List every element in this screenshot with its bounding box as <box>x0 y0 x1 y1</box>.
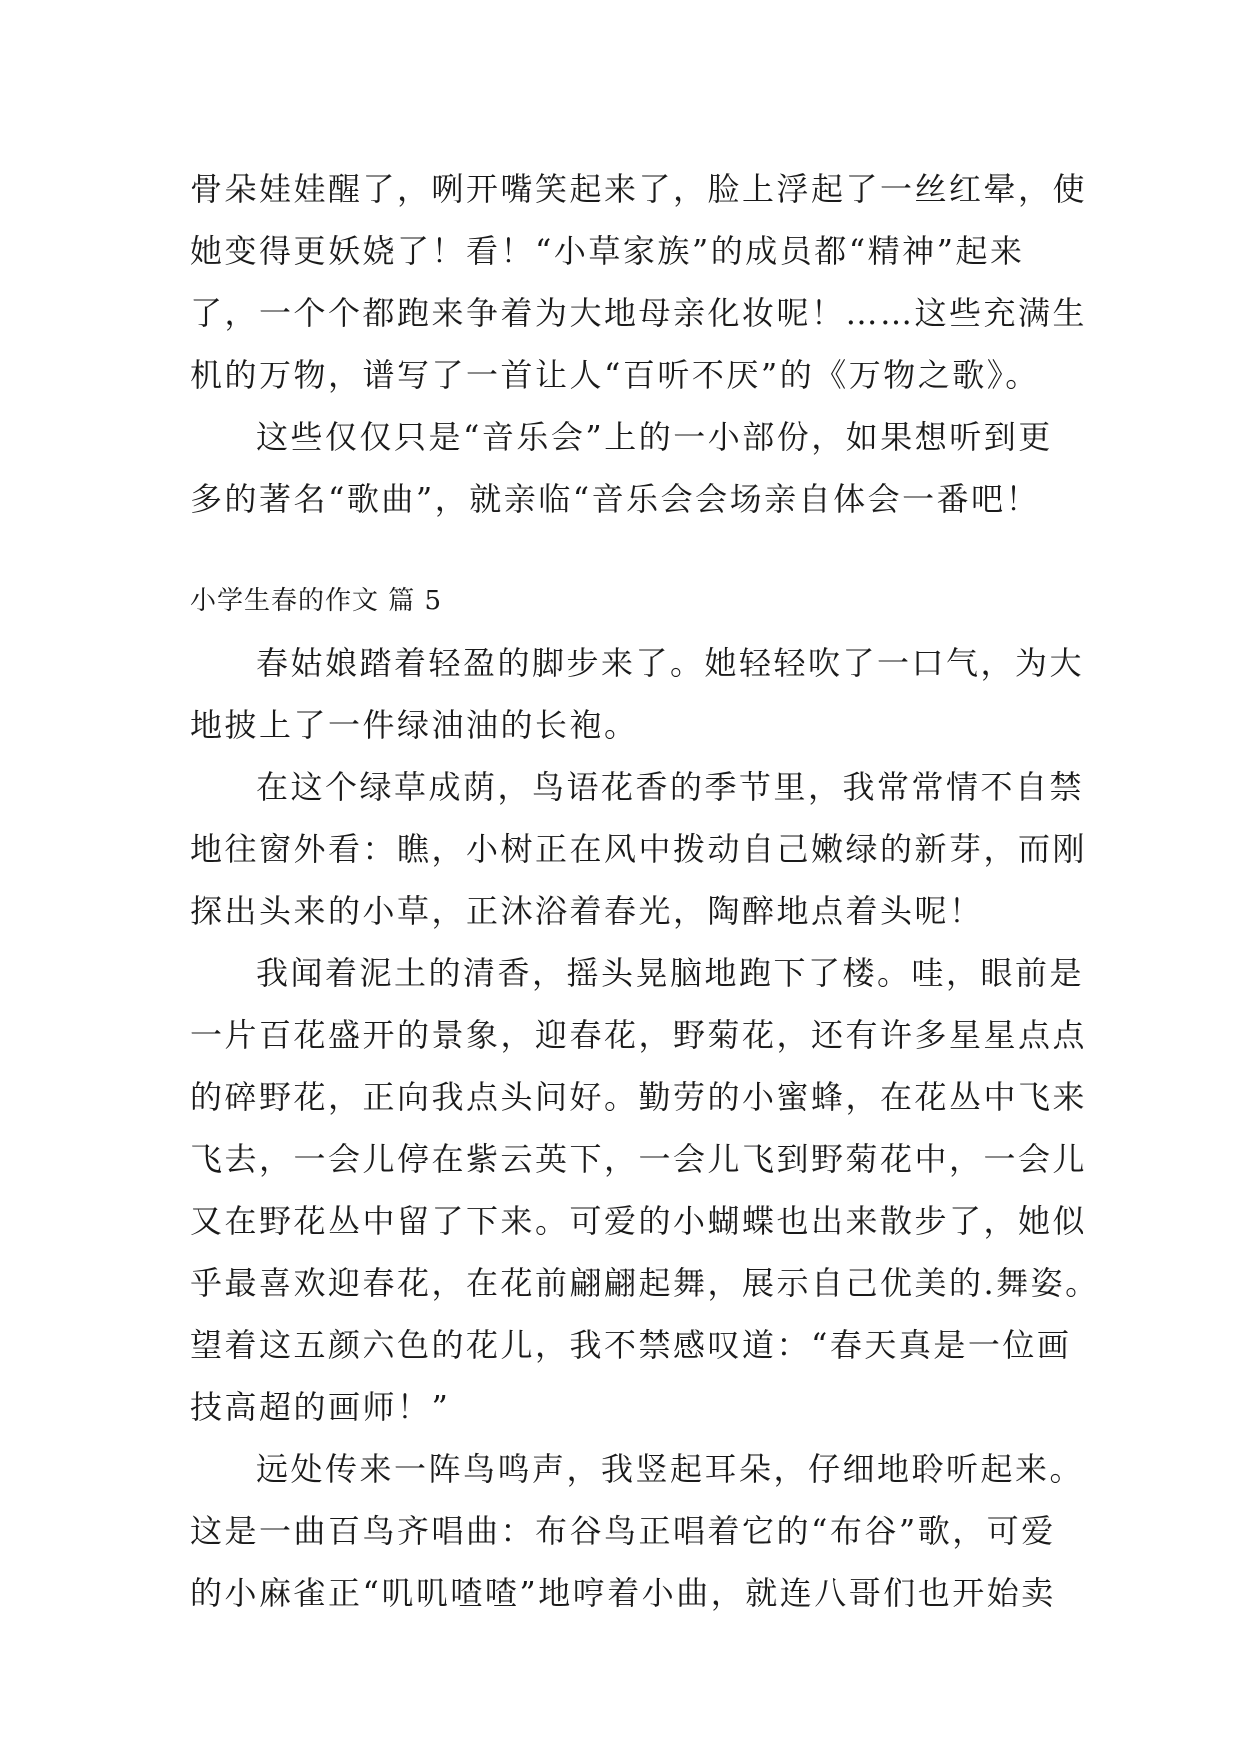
text-line: 乎最喜欢迎春花，在花前翩翩起舞，展示自己优美的.舞姿。 <box>190 1264 1100 1302</box>
paragraph-4 <box>190 1438 1085 1624</box>
text-line: 在这个绿草成荫，鸟语花香的季节里，我常常情不自禁 <box>256 768 1085 806</box>
text-line: 这是一曲百鸟齐唱曲：布谷鸟正唱着它的“布谷”歌，可爱 <box>190 1512 1056 1550</box>
text-line: 又在野花丛中留了下来。可爱的小蝴蝶也出来散步了，她似 <box>190 1202 1088 1240</box>
paragraph-1 <box>190 632 1085 756</box>
text-line: 了，一个个都跑来争着为大地母亲化妆呢！……这些充满生 <box>190 294 1088 332</box>
text-line: 望着这五颜六色的花儿，我不禁感叹道：“春天真是一位画 <box>190 1326 1072 1364</box>
text-line: 远处传来一阵鸟鸣声，我竖起耳朵，仔细地聆听起来。 <box>256 1450 1085 1488</box>
closing-paragraph <box>190 406 1070 530</box>
text-line: 的碎野花，正向我点头问好。勤劳的小蜜蜂，在花丛中飞来 <box>190 1078 1088 1116</box>
document-body <box>190 158 1100 1624</box>
intro-paragraph <box>190 158 1088 406</box>
text-line: 探出头来的小草，正沐浴着春光，陶醉地点着头呢！ <box>190 892 984 930</box>
text-line: 一片百花盛开的景象，迎春花，野菊花，还有许多星星点点 <box>190 1016 1088 1054</box>
text-line: 这些仅仅只是“音乐会”上的一小部份，如果想听到更 <box>256 418 1053 456</box>
text-line: 多的著名“歌曲”，就亲临“音乐会会场亲自体会一番吧！ <box>190 480 1041 518</box>
text-line: 她变得更妖娆了！看！“小草家族”的成员都“精神”起来 <box>190 232 1025 270</box>
text-line: 春姑娘踏着轻盈的脚步来了。她轻轻吹了一口气，为大 <box>256 644 1085 682</box>
text-line: 骨朵娃娃醒了，咧开嘴笑起来了，脸上浮起了一丝红晕，使 <box>190 170 1088 208</box>
section-title: 小学生春的作文 篇 5 <box>190 586 443 616</box>
paragraph-2 <box>190 756 1088 942</box>
text-line: 飞去，一会儿停在紫云英下，一会儿飞到野菊花中，一会儿 <box>190 1140 1088 1178</box>
text-line: 我闻着泥土的清香，摇头晃脑地跑下了楼。哇，眼前是 <box>256 954 1085 992</box>
text-line: 地往窗外看：瞧，小树正在风中拨动自己嫩绿的新芽，而刚 <box>190 830 1088 868</box>
text-line: 地披上了一件绿油油的长袍。 <box>190 706 639 744</box>
text-line: 的小麻雀正“叽叽喳喳”地哼着小曲，就连八哥们也开始卖 <box>190 1574 1056 1612</box>
paragraph-3 <box>190 942 1100 1438</box>
text-line: 机的万物，谱写了一首让人“百听不厌”的《万物之歌》。 <box>190 356 1040 394</box>
text-line: 技高超的画师！” <box>190 1388 451 1426</box>
